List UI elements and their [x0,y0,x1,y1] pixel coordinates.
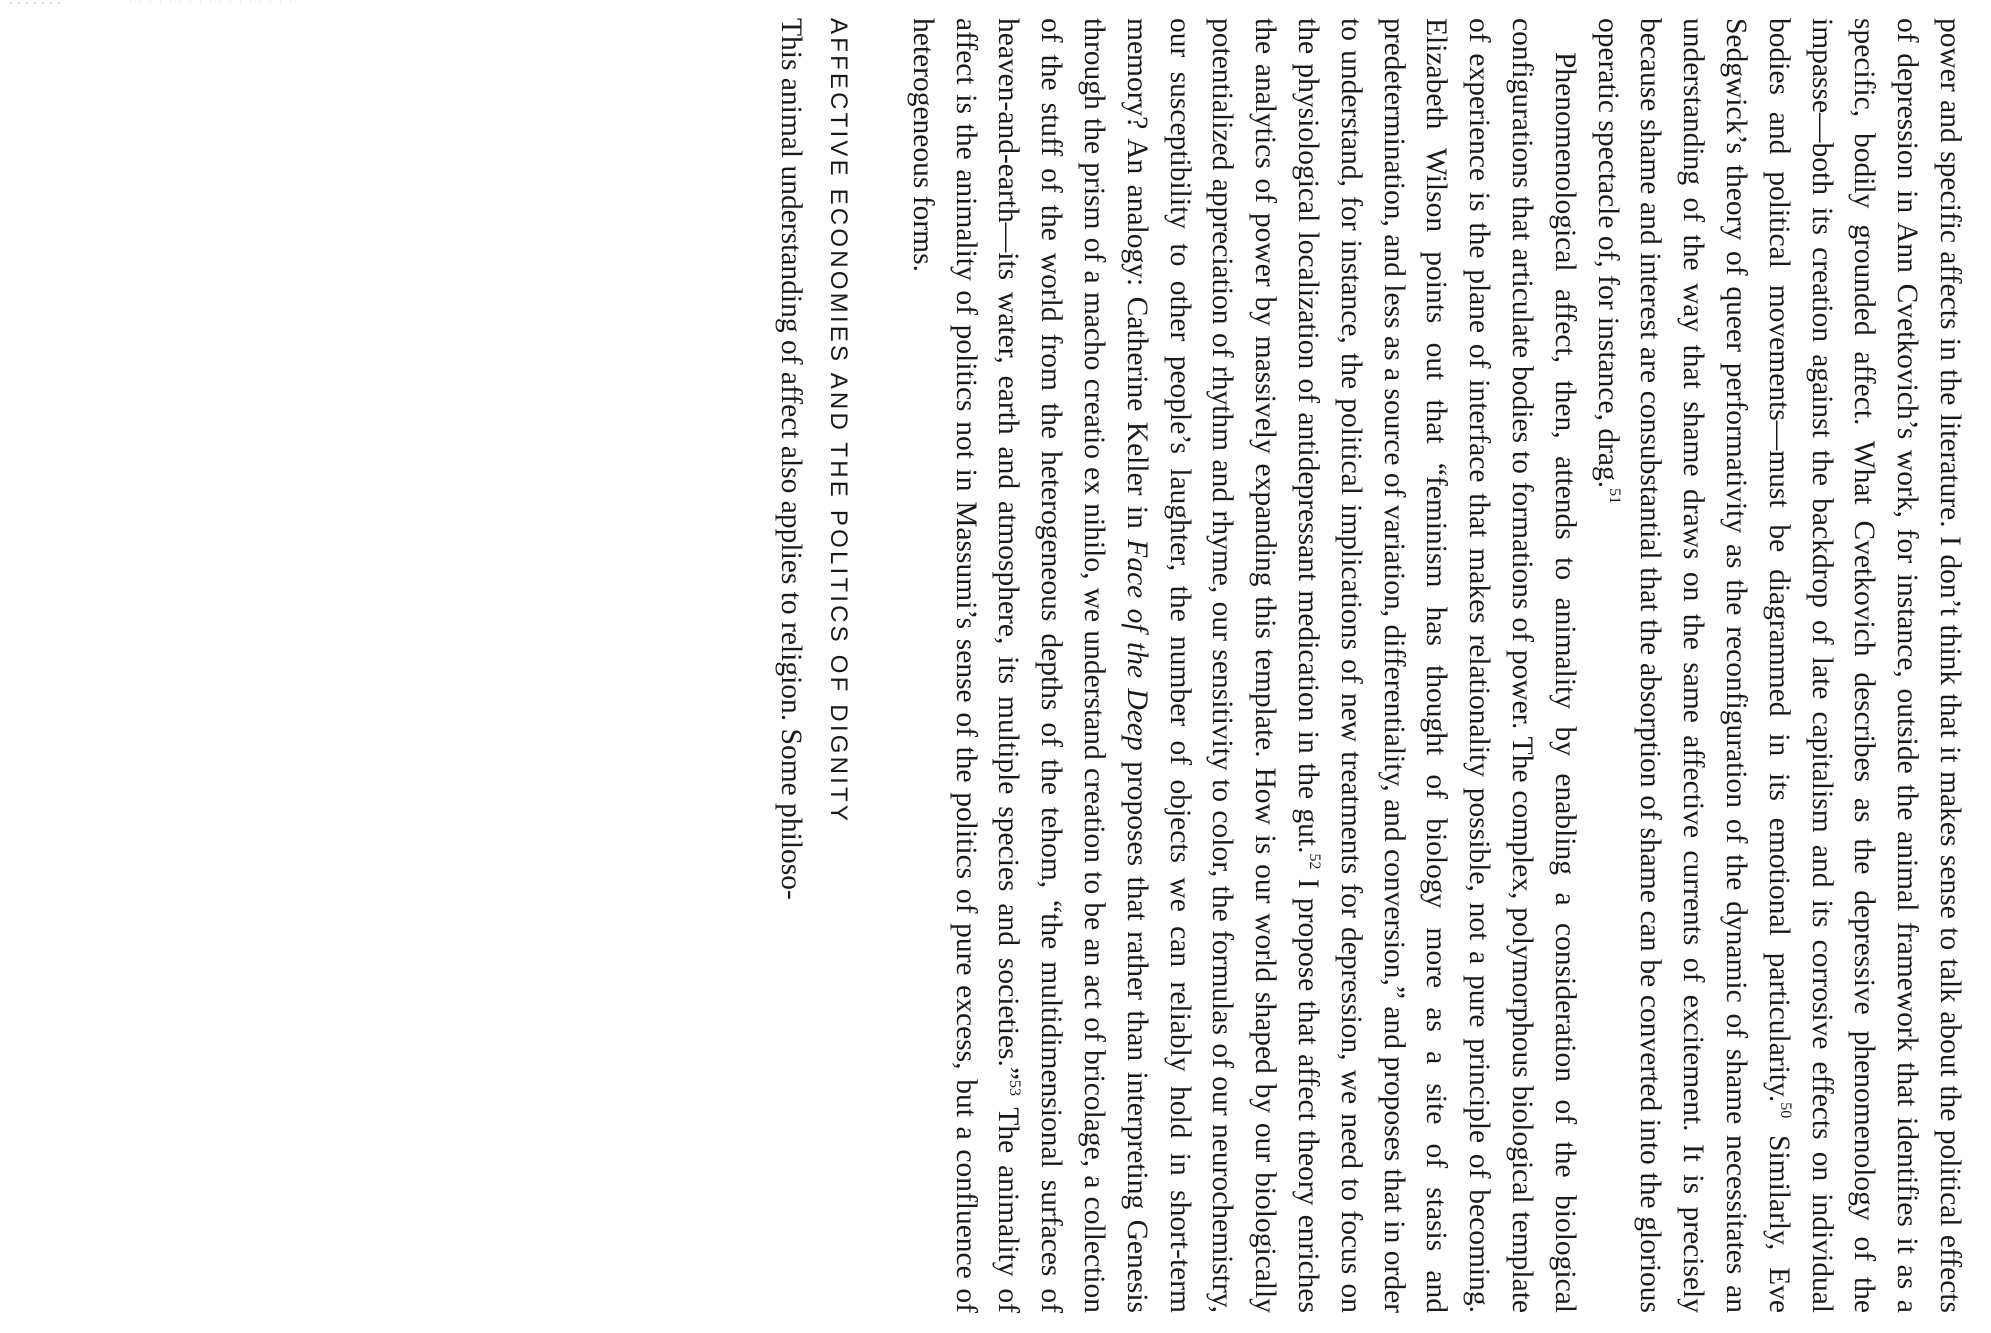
footnote-marker: 52 [1305,853,1323,870]
text-run: The animality of affect is the animality of politics not in Massumi’s sense of the politics of pure excess, but a confluence of heterogeneous forms. [906,18,1025,1313]
paragraph [1586,18,1971,1313]
text-run: proposes that rather than interpreting Genesis through the prism of a macho creatio ex nihilo, we understand creation to be an act of bricolage, a collection of the stuff of the world from the heterogeneous depths of the tehom, “the multidimensional surfaces of heaven-and-earth—its water, earth and atmosphere, its multiple species and societies.” [992,18,1153,1314]
footnote-marker: 53 [1006,1079,1024,1096]
text-block [131,18,1971,1313]
paragraph-start: This animal understanding of affect also applies to religion. Some philoso- [775,18,808,900]
paragraph [901,18,1586,1313]
scan-edge-marks [0,0,1991,20]
text-run: I propose that affect theory enriches the analytics of power by massively expanding this template. How is our world shaped by our biologically potentialized appreciation of rhythm and rhyme, our sensitivity to color, the formulas of our neurochemistry, our susceptibility to other people’s laughter, the number of objects we can reliably hold in short-term memory? An analogy: Catherine Keller in [1120,18,1325,1313]
section-heading: AFFECTIVE ECONOMIES AND THE POLITICS OF DIGNITY [825,18,853,825]
italic-title: Face of the Deep [1120,539,1153,751]
text-run: Phenomenological affect, then, attends to animality by enabling a consideration of the biological configurations that articulate bodies to formations of power. The complex, polymorphous biological template of experience is the plane of interface that makes relationality possible, not a pure principle of becoming. Elizabeth Wilson points out that “feminism has thought of biology more as a site of stasis and predetermination, and less as a source of variation, differentiality, and conversion,” and proposes that in order to understand, for instance, the political implications of new treatments for depression, we need to focus on the physiological localization of antidepressant medication in the gut. [1292,18,1581,1313]
text-run: Similarly, Eve Sedgwick’s theory of queer performativity as the reconfiguration of the dynamic of shame necessitates an understanding of the way that shame draws on the same affective currents of excitement. It is precisely because shame and interest are consubstantial that the absorption of shame can be converted into the glorious operatic spectacle of, for instance, drag. [1591,18,1795,1313]
footnote-marker: 50 [1776,1102,1794,1119]
text-run: power and specific affects in the literature. I don’t think that it makes sense to talk about the political effects of depression in Ann Cvetkovich’s work, for instance, outside the animal framework that identifies it as a specific, bodily grounded affect. What Cvetkovich describes as the depressive phenomenology of the impasse—both its creation against the backdrop of late capitalism and its corrosive effects on individual bodies and political movements—must be diagrammed in its emotional particularity. [1762,18,1966,1313]
footnote-marker: 51 [1605,488,1623,505]
